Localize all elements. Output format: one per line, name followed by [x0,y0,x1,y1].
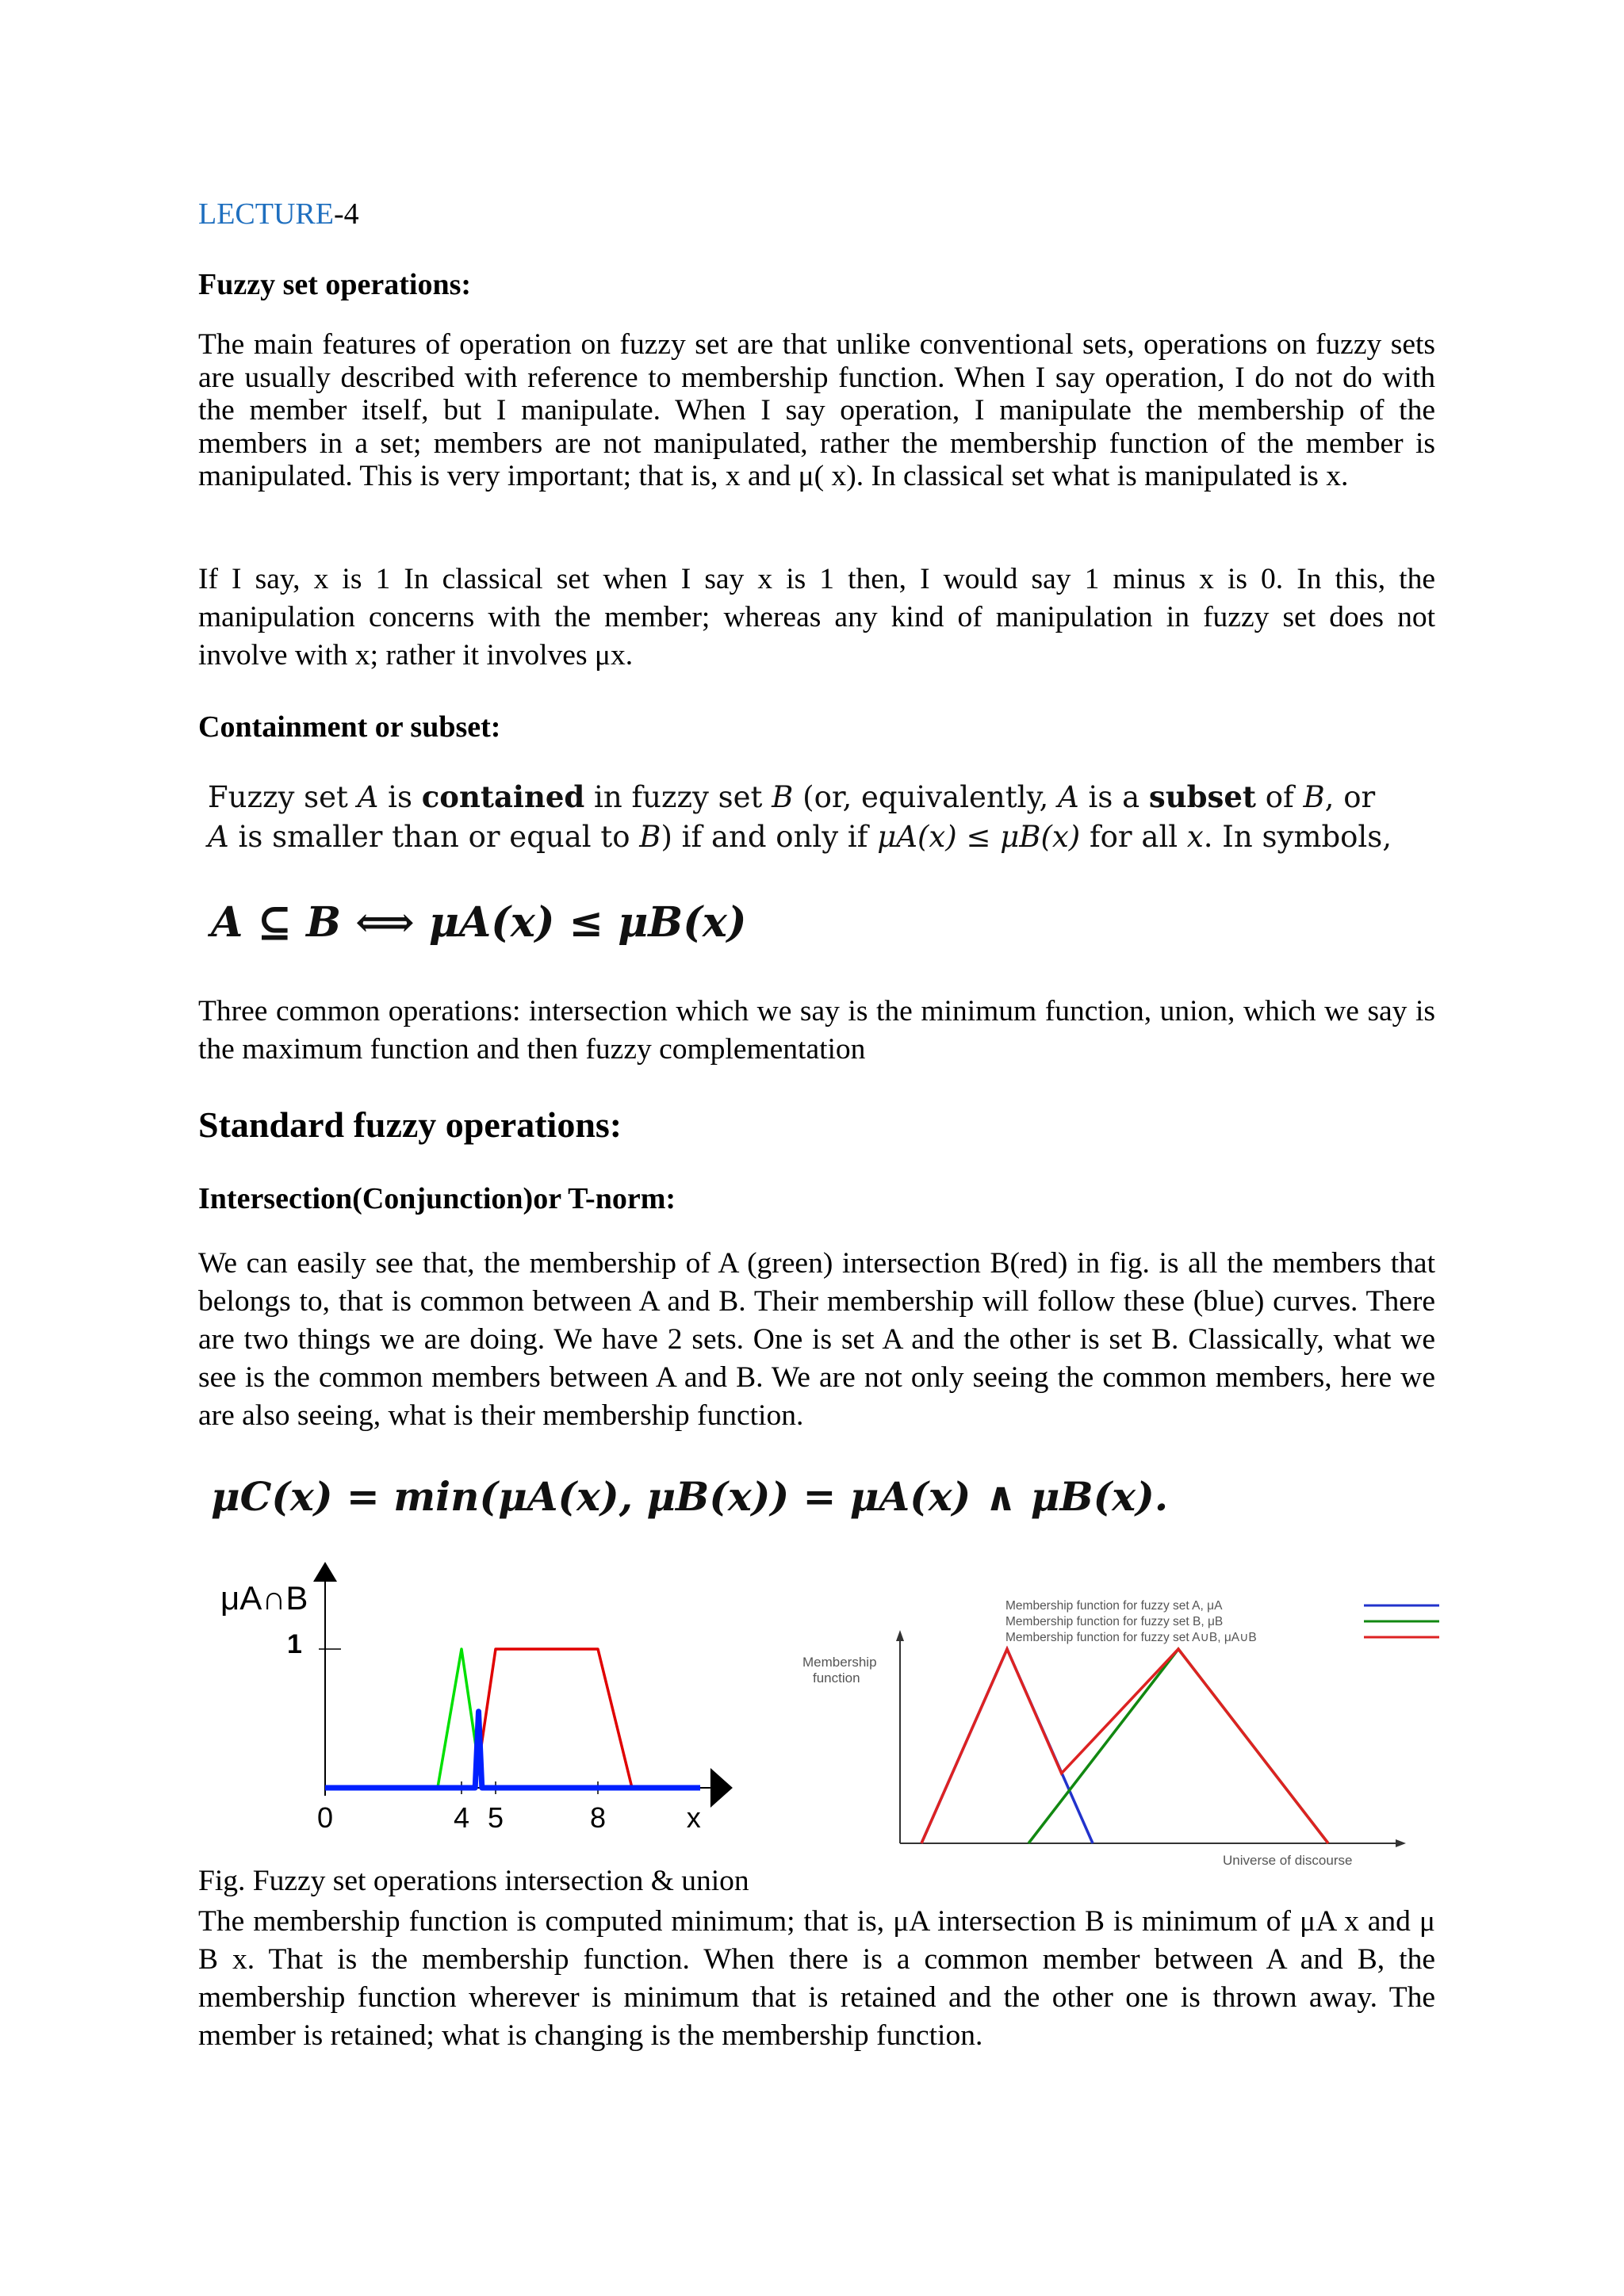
paragraph-classical-manipulation: If I say, x is 1 In classical set when I say x is 1 then, I would say 1 minus x is 0. In this, the manipulation concerns with the member; whereas any kind of manipulation in fuzzy set does not involve with x; rather it involves μx. [198,563,1435,672]
lecture-prefix: LECTURE [198,197,334,231]
y-axis-label: Membership [802,1655,877,1670]
x-axis-arrow [710,1768,733,1808]
y-axis-arrow [896,1630,904,1641]
y-axis-arrow [313,1562,337,1582]
x-axis-arrow [1396,1839,1406,1847]
containment-definition [208,777,1445,857]
x-tick-label: 5 [488,1801,504,1834]
series-line-2 [325,1712,700,1788]
section-heading-fuzzy-set-operations: Fuzzy set operations: [198,268,472,301]
subheading-intersection: Intersection(Conjunction)or T-norm: [198,1182,676,1215]
legend-label-1: Membership function for fuzzy set B, μB [1005,1615,1224,1628]
x-tick-label: 0 [317,1801,334,1834]
intersection-chart [198,1554,785,1847]
paragraph-intersection: We can easily see that, the membership of A (green) intersection B(red) in fig. is all the members that belongs to, that is common between A and B. Their membership will follow these (blue) curves. There are two things we are doing. We have 2 sets. One is set A and the other is set B. Classically, what we see is the common members between A and B. We are not only seeing the common members, here we are also seeing, what is their membership function. [198,1247,1435,1432]
definition-line-1: Fuzzy set A is contained in fuzzy set B (or, equivalently, A is a subset of B, or [208,779,1376,814]
y-axis-label-2: function [813,1670,860,1686]
series-line-μA∪B [921,1649,1328,1843]
section-heading-standard-operations: Standard fuzzy operations: [198,1104,622,1145]
y-axis-label: μA∩B [220,1579,308,1617]
series-line-μA [921,1649,1093,1843]
x-axis-label: Universe of discourse [1223,1853,1353,1868]
paragraph-intro: The main features of operation on fuzzy set are that unlike conventional sets, operations on fuzzy sets are usually described with reference to membership function. When I say operation, I do not do with the member itself, but I manipulate. When I say operation, I manipulate the membership of the members in a set; members are not manipulated, rather the membership function of the member is manipulated. This is very important; that is, x and μ( x). In classical set what is manipulated is x. [198,328,1435,492]
x-tick-label: 8 [590,1801,607,1834]
paragraph-conclusion: The membership function is computed minimum; that is, μA intersection B is minimum of μA x and μ B x. That is the membership function. When there is a common member between A and B, the membership function wherever is minimum that is retained and the other one is thrown away. The member is retained; what is changing is the membership function. [198,1905,1435,2052]
section-heading-containment: Containment or subset: [198,710,501,744]
x-axis-label: x [686,1801,701,1834]
figure-caption: Fig. Fuzzy set operations intersection & union [198,1865,749,1897]
subset-formula: A ⊆ B ⟺ μA(x) ≤ μB(x) [211,898,747,947]
paragraph-common-operations: Three common operations: intersection which we say is the minimum function, union, which we say is the maximum function and then fuzzy complementation [198,995,1435,1066]
union-chart [789,1586,1439,1871]
lecture-title [198,197,1435,232]
legend-label-2: Membership function for fuzzy set A∪B, μA∪B [1005,1631,1257,1644]
lecture-number: -4 [333,197,359,231]
series-line-μB [1028,1649,1328,1843]
intersection-formula: μC(x) = min(μA(x), μB(x)) = μA(x) ∧ μB(x). [211,1473,1169,1520]
definition-line-2: A is smaller than or equal to B) if and only if μA(x) ≤ μB(x) for all x. In symbols, [208,820,1392,854]
series-line-1 [475,1649,632,1788]
y-tick-label: 1 [287,1629,302,1659]
legend-label-0: Membership function for fuzzy set A, μA [1005,1599,1223,1613]
x-tick-label: 4 [454,1801,470,1834]
